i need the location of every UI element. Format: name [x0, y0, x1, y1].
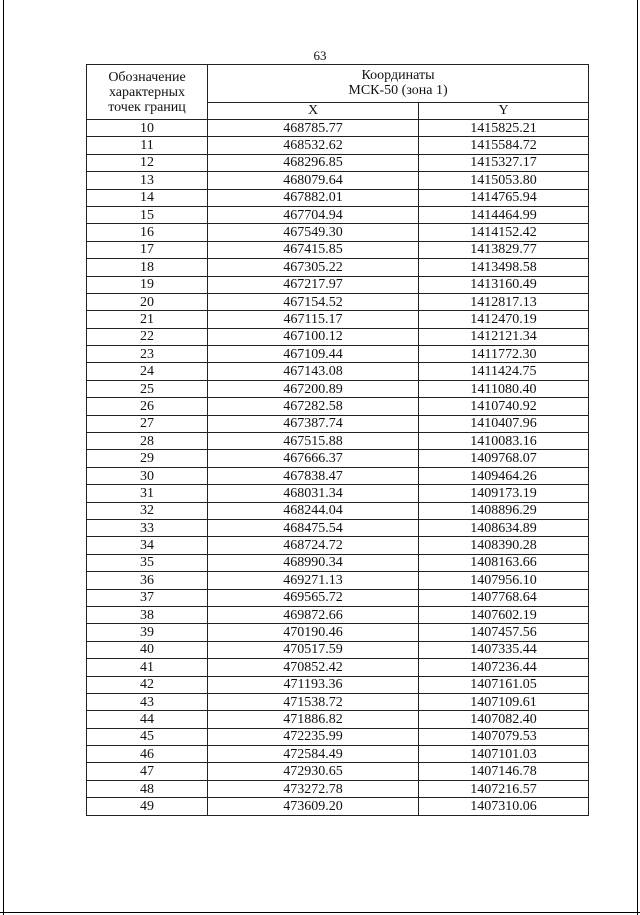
y-coordinate-cell: 1413829.77: [419, 241, 589, 258]
y-coordinate-cell: 1407146.78: [419, 763, 589, 780]
y-coordinate-cell: 1407216.57: [419, 780, 589, 797]
y-coordinate-cell: 1408896.29: [419, 502, 589, 519]
point-number-cell: 40: [87, 641, 208, 658]
table-row: [87, 415, 589, 432]
table-row: [87, 120, 589, 137]
table-header: [87, 65, 589, 120]
y-coordinate-cell: 1415053.80: [419, 172, 589, 189]
point-number-cell: 12: [87, 154, 208, 171]
header-point-label-line: характерных: [108, 84, 186, 100]
x-coordinate-cell: 467100.12: [208, 328, 419, 345]
header-coordinates-line: МСК-50 (зона 1): [348, 83, 448, 99]
y-coordinate-cell: 1415327.17: [419, 154, 589, 171]
x-coordinate-cell: 467154.52: [208, 293, 419, 310]
table-row: [87, 519, 589, 536]
x-coordinate-cell: 467704.94: [208, 206, 419, 223]
y-coordinate-cell: 1412470.19: [419, 311, 589, 328]
point-number-cell: 47: [87, 763, 208, 780]
y-coordinate-cell: 1407956.10: [419, 572, 589, 589]
table-row: [87, 346, 589, 363]
y-coordinate-cell: 1411772.30: [419, 346, 589, 363]
point-number-cell: 24: [87, 363, 208, 380]
x-coordinate-cell: 468990.34: [208, 554, 419, 571]
table-row: [87, 554, 589, 571]
x-coordinate-cell: 473272.78: [208, 780, 419, 797]
point-number-cell: 23: [87, 346, 208, 363]
point-number-cell: 26: [87, 398, 208, 415]
table-row: [87, 241, 589, 258]
table-body: [87, 120, 589, 816]
x-coordinate-cell: 467838.47: [208, 467, 419, 484]
point-number-cell: 15: [87, 206, 208, 223]
table-row: [87, 485, 589, 502]
point-number-cell: 13: [87, 172, 208, 189]
y-coordinate-cell: 1407079.53: [419, 728, 589, 745]
point-number-cell: 19: [87, 276, 208, 293]
y-coordinate-cell: 1409464.26: [419, 467, 589, 484]
table-row: [87, 659, 589, 676]
y-coordinate-cell: 1407109.61: [419, 693, 589, 710]
y-coordinate-cell: 1407310.06: [419, 798, 589, 815]
y-coordinate-cell: 1412817.13: [419, 293, 589, 310]
point-number-cell: 21: [87, 311, 208, 328]
table-row: [87, 537, 589, 554]
x-coordinate-cell: 472584.49: [208, 746, 419, 763]
table-row: [87, 206, 589, 223]
x-coordinate-cell: 467666.37: [208, 450, 419, 467]
point-number-cell: 10: [87, 120, 208, 137]
x-coordinate-cell: 470852.42: [208, 659, 419, 676]
y-coordinate-cell: 1415584.72: [419, 137, 589, 154]
point-number-cell: 17: [87, 241, 208, 258]
x-coordinate-cell: 469872.66: [208, 606, 419, 623]
x-coordinate-cell: 473609.20: [208, 798, 419, 815]
scan-right-border: [637, 0, 638, 915]
table-row: [87, 780, 589, 797]
point-number-cell: 27: [87, 415, 208, 432]
y-coordinate-cell: 1407161.05: [419, 676, 589, 693]
y-coordinate-cell: 1407101.03: [419, 746, 589, 763]
scan-left-border: [3, 0, 4, 915]
x-coordinate-cell: 470517.59: [208, 641, 419, 658]
table-row: [87, 433, 589, 450]
page-number: 63: [313, 48, 327, 63]
x-coordinate-cell: 467200.89: [208, 380, 419, 397]
table-row: [87, 467, 589, 484]
x-coordinate-cell: 468785.77: [208, 120, 419, 137]
x-coordinate-cell: 472930.65: [208, 763, 419, 780]
x-coordinate-cell: 471886.82: [208, 711, 419, 728]
y-coordinate-cell: 1409173.19: [419, 485, 589, 502]
x-coordinate-cell: 467305.22: [208, 259, 419, 276]
point-number-cell: 18: [87, 259, 208, 276]
y-coordinate-cell: 1407082.40: [419, 711, 589, 728]
point-number-cell: 43: [87, 693, 208, 710]
table-row: [87, 624, 589, 641]
point-number-cell: 14: [87, 189, 208, 206]
point-number-cell: 29: [87, 450, 208, 467]
x-coordinate-cell: 469271.13: [208, 572, 419, 589]
y-coordinate-cell: 1407457.56: [419, 624, 589, 641]
point-number-cell: 28: [87, 433, 208, 450]
x-coordinate-cell: 468296.85: [208, 154, 419, 171]
y-coordinate-cell: 1408390.28: [419, 537, 589, 554]
point-number-cell: 11: [87, 137, 208, 154]
x-coordinate-cell: 467549.30: [208, 224, 419, 241]
table-row: [87, 798, 589, 815]
table-row: [87, 606, 589, 623]
y-coordinate-cell: 1410740.92: [419, 398, 589, 415]
y-coordinate-cell: 1409768.07: [419, 450, 589, 467]
y-coordinate-cell: 1413498.58: [419, 259, 589, 276]
table-row: [87, 711, 589, 728]
point-number-cell: 35: [87, 554, 208, 571]
x-coordinate-cell: 468532.62: [208, 137, 419, 154]
y-coordinate-cell: 1408634.89: [419, 519, 589, 536]
x-coordinate-cell: 468031.34: [208, 485, 419, 502]
table-row: [87, 224, 589, 241]
header-point-label: [87, 65, 208, 120]
point-number-cell: 37: [87, 589, 208, 606]
table-row: [87, 189, 589, 206]
y-coordinate-cell: 1408163.66: [419, 554, 589, 571]
point-number-cell: 49: [87, 798, 208, 815]
y-coordinate-cell: 1413160.49: [419, 276, 589, 293]
table-row: [87, 293, 589, 310]
y-coordinate-cell: 1407236.44: [419, 659, 589, 676]
table-row: [87, 398, 589, 415]
x-coordinate-cell: 468724.72: [208, 537, 419, 554]
point-number-cell: 39: [87, 624, 208, 641]
point-number-cell: 30: [87, 467, 208, 484]
table-row: [87, 589, 589, 606]
y-coordinate-cell: 1410083.16: [419, 433, 589, 450]
table-row: [87, 728, 589, 745]
y-coordinate-cell: 1407602.19: [419, 606, 589, 623]
table-row: [87, 259, 589, 276]
y-coordinate-cell: 1414464.99: [419, 206, 589, 223]
point-number-cell: 41: [87, 659, 208, 676]
x-coordinate-cell: 467515.88: [208, 433, 419, 450]
table-row: [87, 693, 589, 710]
x-coordinate-cell: 471538.72: [208, 693, 419, 710]
x-coordinate-cell: 469565.72: [208, 589, 419, 606]
y-coordinate-cell: 1414765.94: [419, 189, 589, 206]
table-row: [87, 763, 589, 780]
y-coordinate-cell: 1414152.42: [419, 224, 589, 241]
point-number-cell: 25: [87, 380, 208, 397]
table-row: [87, 641, 589, 658]
table-row: [87, 311, 589, 328]
x-coordinate-cell: 470190.46: [208, 624, 419, 641]
y-coordinate-cell: 1407335.44: [419, 641, 589, 658]
point-number-cell: 46: [87, 746, 208, 763]
table-row: [87, 450, 589, 467]
x-coordinate-cell: 467143.08: [208, 363, 419, 380]
point-number-cell: 22: [87, 328, 208, 345]
header-x: X: [208, 102, 419, 119]
x-coordinate-cell: 467415.85: [208, 241, 419, 258]
table-row: [87, 137, 589, 154]
y-coordinate-cell: 1407768.64: [419, 589, 589, 606]
table-row: [87, 276, 589, 293]
x-coordinate-cell: 468475.54: [208, 519, 419, 536]
x-coordinate-cell: 467282.58: [208, 398, 419, 415]
x-coordinate-cell: 467387.74: [208, 415, 419, 432]
table-row: [87, 746, 589, 763]
point-number-cell: 16: [87, 224, 208, 241]
x-coordinate-cell: 467882.01: [208, 189, 419, 206]
header-coordinates: [208, 65, 589, 103]
x-coordinate-cell: 468079.64: [208, 172, 419, 189]
point-number-cell: 20: [87, 293, 208, 310]
point-number-cell: 48: [87, 780, 208, 797]
scan-bottom-border: [0, 912, 640, 913]
y-coordinate-cell: 1411424.75: [419, 363, 589, 380]
coordinates-table: [86, 64, 589, 816]
x-coordinate-cell: 471193.36: [208, 676, 419, 693]
header-coordinates-line: Координаты: [361, 68, 435, 84]
header-point-label-line: Обозначение: [108, 69, 186, 85]
table-row: [87, 328, 589, 345]
x-coordinate-cell: 472235.99: [208, 728, 419, 745]
point-number-cell: 44: [87, 711, 208, 728]
y-coordinate-cell: 1410407.96: [419, 415, 589, 432]
y-coordinate-cell: 1415825.21: [419, 120, 589, 137]
x-coordinate-cell: 468244.04: [208, 502, 419, 519]
table-row: [87, 676, 589, 693]
point-number-cell: 42: [87, 676, 208, 693]
table-row: [87, 154, 589, 171]
point-number-cell: 34: [87, 537, 208, 554]
table-row: [87, 502, 589, 519]
point-number-cell: 32: [87, 502, 208, 519]
point-number-cell: 33: [87, 519, 208, 536]
x-coordinate-cell: 467115.17: [208, 311, 419, 328]
table-row: [87, 172, 589, 189]
x-coordinate-cell: 467217.97: [208, 276, 419, 293]
point-number-cell: 36: [87, 572, 208, 589]
y-coordinate-cell: 1411080.40: [419, 380, 589, 397]
point-number-cell: 38: [87, 606, 208, 623]
table-row: [87, 380, 589, 397]
y-coordinate-cell: 1412121.34: [419, 328, 589, 345]
table-row: [87, 363, 589, 380]
point-number-cell: 45: [87, 728, 208, 745]
point-number-cell: 31: [87, 485, 208, 502]
header-point-label-line: точек границ: [108, 99, 186, 115]
header-y: Y: [419, 102, 589, 119]
table-row: [87, 572, 589, 589]
x-coordinate-cell: 467109.44: [208, 346, 419, 363]
